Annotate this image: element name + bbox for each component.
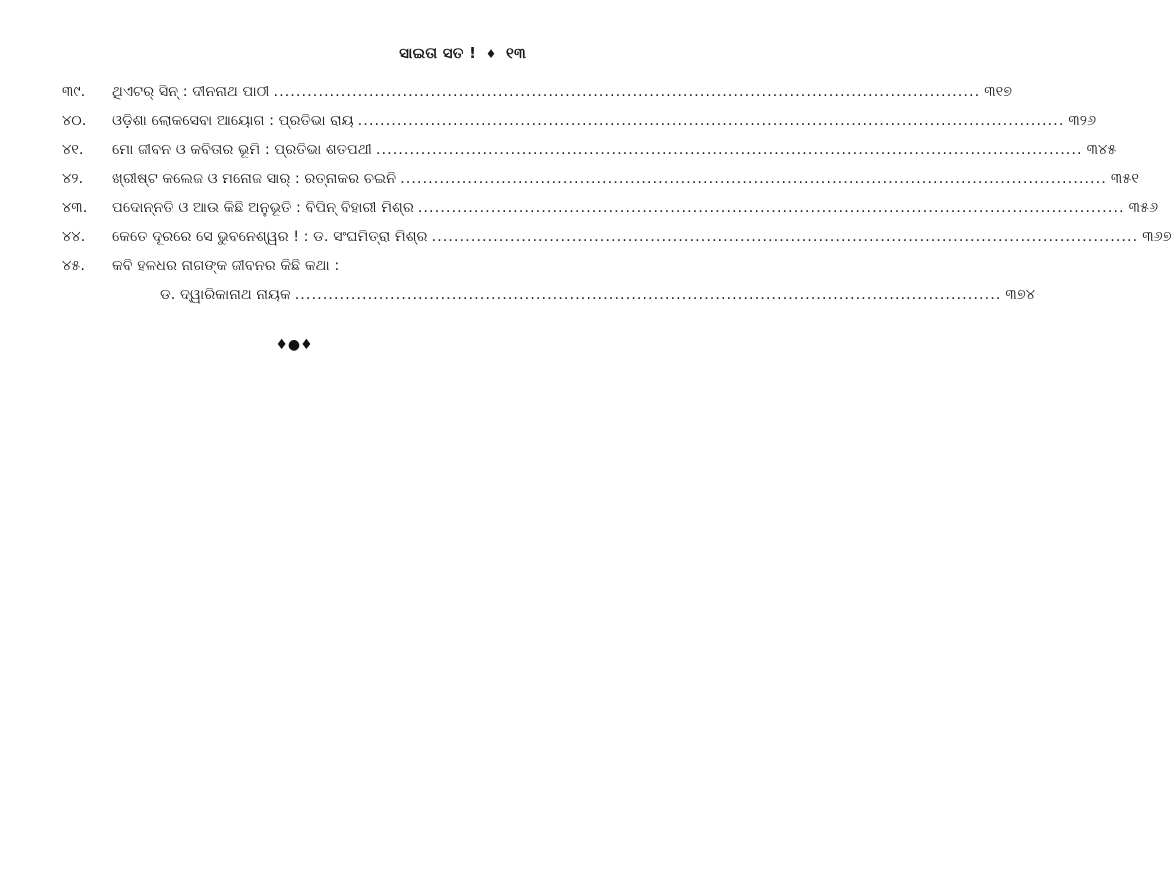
entry-page: ୩୫୧: [1110, 171, 1139, 187]
entry-page: ୩୫୬: [1128, 200, 1159, 216]
toc-entry: [62, 200, 1159, 229]
toc-entry: [62, 84, 1013, 113]
entry-title: ଖ୍ରୀଷ୍ଟ କଲେଜ ଓ ମନୋଜ ସାର୍ : ରତ୍ନାକର ଚଇନି: [112, 171, 397, 187]
entry-title: ପଦୋନ୍ନତି ଓ ଆଉ କିଛି ଅନୁଭୂତି : ବିପିନ୍ ବିହାରୀ ମିଶ୍ର: [112, 200, 414, 216]
entry-page: ୩୨୬: [1068, 113, 1097, 129]
entry-page: ୩୧୭: [984, 84, 1013, 100]
toc-entry: [62, 142, 1117, 171]
dot-leader: [400, 171, 1107, 187]
entry-number: ୪୨.: [62, 171, 84, 187]
dot-leader: [376, 142, 1083, 158]
toc-entry: [62, 171, 1139, 200]
toc-entry: [62, 258, 528, 287]
diamond-separator-icon: ♦: [485, 47, 497, 61]
entry-page: ୩୬୭: [1142, 229, 1172, 245]
entry-number: ୩୯.: [62, 84, 86, 100]
entry-number: ୪୦.: [62, 113, 87, 129]
toc-entry-continuation: [62, 287, 1035, 316]
book-title: ସାଇତା ସତ !: [399, 44, 477, 62]
entry-number: ୪୪.: [62, 229, 86, 245]
running-header: [399, 44, 526, 62]
entry-number: ୪୫.: [62, 258, 85, 274]
page-number: ୧୩: [505, 44, 526, 62]
entry-title: ଥିଏଟର୍ ସିନ୍ : ଦୀନନାଥ ପାଠୀ: [112, 84, 270, 100]
dot-leader: [295, 287, 1002, 303]
entry-title: ମୋ ଜୀବନ ଓ କବିତାର ଭୂମି : ପ୍ରତିଭା ଶତପଥୀ: [112, 142, 372, 158]
table-of-contents: [62, 84, 1172, 316]
toc-entry: [62, 113, 1097, 142]
entry-title: କେତେ ଦୂରରେ ସେ ଭୁବନେଶ୍ୱର ! : ଡ. ସଂଘମିତ୍ରା ମିଶ୍ର: [112, 229, 428, 245]
dot-leader: [273, 84, 980, 100]
dot-leader: [418, 200, 1125, 216]
end-ornament-icon: ♦●♦: [275, 337, 313, 353]
entry-title: କବି ହଳଧର ନାଗଙ୍କ ଜୀବନର କିଛି କଥା :: [112, 258, 340, 274]
dot-leader: [431, 229, 1138, 245]
entry-page: ୩୪୫: [1086, 142, 1117, 158]
dot-leader: [358, 113, 1065, 129]
entry-author: ଡ. ଦ୍ୱାରିକାନାଥ ନାୟକ: [160, 287, 291, 303]
entry-title: ଓଡ଼ିଶା ଲୋକସେବା ଆୟୋଗ : ପ୍ରତିଭା ରାୟ: [112, 113, 354, 129]
entry-number: ୪୩.: [62, 200, 88, 216]
toc-entry: [62, 229, 1172, 258]
entry-page: ୩୭୪: [1005, 287, 1035, 303]
entry-number: ୪୧.: [62, 142, 84, 158]
